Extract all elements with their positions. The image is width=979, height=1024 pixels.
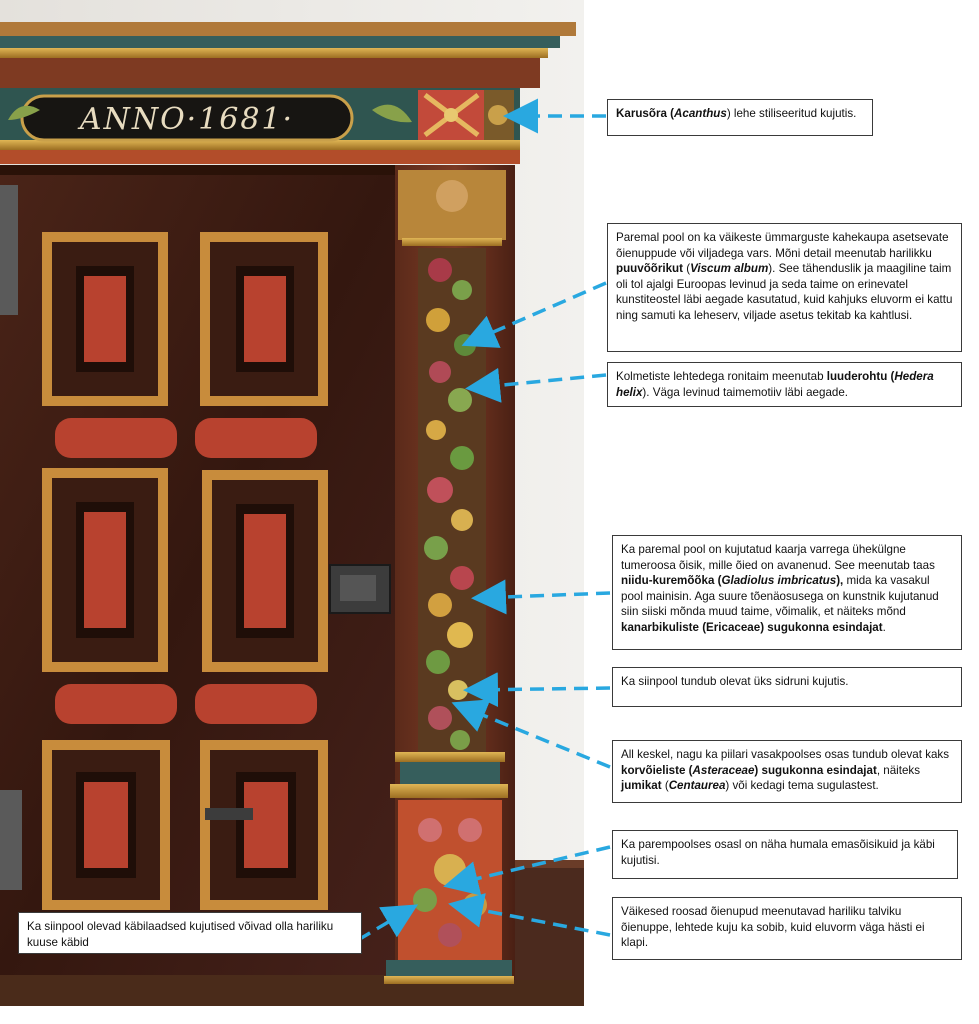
annotation-gladiolus [612,535,962,650]
annotation-asteraceae [612,740,962,803]
note-text-run: niidu-kuremõõka ( [621,574,722,588]
note-text-run: Acanthus [674,107,727,120]
note-text [621,838,935,867]
note-text [621,675,849,688]
note-text-run: ), [836,574,844,588]
note-text [616,107,856,120]
note-text-run: ( [682,262,691,276]
note-text [616,370,934,399]
note-text-run: Ka paremal pool on kujutatud kaarja varrega ühekülgne tumeroosa õisik, mille õied on avanenud. See meenutab taas [621,543,935,572]
inscription: ANNO·1681· [79,102,295,137]
note-text-run: jumikat [621,779,662,793]
note-text-run: Kolmetiste lehtedega ronitaim meenutab [616,370,827,383]
note-text [27,920,333,949]
note-text-run: ). Väga levinud taimemotiiv läbi aegade. [642,385,849,399]
note-text-run: Ka parempoolses osasl on näha humala emasõisikuid ja käbi kujutisi. [621,838,935,867]
note-text-run: Paremal pool on ka väikeste ümmarguste kahekaupa asetsevate õienuppude või viljadega vars. Mõni detail meenutab harilikku [616,231,949,260]
annotation-spruce [18,912,362,954]
note-text-run: Ka siinpool olevad käbilaadsed kujutised võivad olla hariliku kuuse käbid [27,920,334,949]
annotation-pyrola [612,897,962,960]
note-text-run: luuderohtu [826,370,888,383]
note-text-run: korvõieliste ( [621,763,693,777]
note-text-run: puuvõõrikut [616,262,683,276]
note-text-run: . [882,620,886,634]
note-text-run: ) sugukonna esindajat [754,763,877,777]
note-text-run: Väikesed roosad õienupud meenutavad hariliku talviku õienuppe, lehtede kuju ka sobib, kuid eluvorm väga hästi ei klapi. [621,905,925,950]
note-text-run: , näiteks [876,763,921,777]
note-text-run: All keskel, nagu ka piilari vasakpoolses osas tundub olevat kaks [621,748,950,761]
note-text-run: ) lehe stiliseeritud kujutis. [726,107,857,120]
note-text [621,543,939,634]
note-text-run: Ka siinpool tundub olevat üks sidruni kujutis. [621,675,849,688]
note-text-run: Centaurea [668,779,726,793]
note-text [621,905,925,949]
annotation-lemon [612,667,962,707]
note-text-run: Viscum album [690,262,769,276]
note-text-run: ( [661,779,669,793]
note-text-run: Asteraceae [692,763,755,777]
note-text-run: mida ka vasakul pool mainisin. Aga suure tõenäosusega on kunstnik kujutanud siin siiski mõnda muud taime, võimalik, et näiteks mõnd [621,574,939,619]
note-text-run: kanarbikuliste (Ericaceae) sugukonna esindajat [621,620,883,634]
note-text-run: ) või kedagi tema sugulastest. [725,779,879,793]
annotation-ivy [607,362,962,407]
note-text-run: ). See tähenduslik ja maagiline taim oli tol ajalgi Euroopas levinud ja seda taime on erinevatel kunstiteostel läbi aegade kasutatud, kuid kahjuks eluvorm ei kattu ning samuti ka leheserv, viljade asetus tekitab ka kahtlusi. [616,262,953,322]
note-text-run: Gladiolus imbricatus [721,574,837,588]
note-text [621,748,949,792]
note-text-run: Hedera helix [616,370,934,399]
annotation-acanthus [607,99,873,136]
note-text-run: ( [887,370,895,383]
note-text-run: Karusõra ( [616,107,674,120]
annotation-mistletoe [607,223,962,352]
annotation-hops [612,830,958,879]
note-text [616,231,952,322]
